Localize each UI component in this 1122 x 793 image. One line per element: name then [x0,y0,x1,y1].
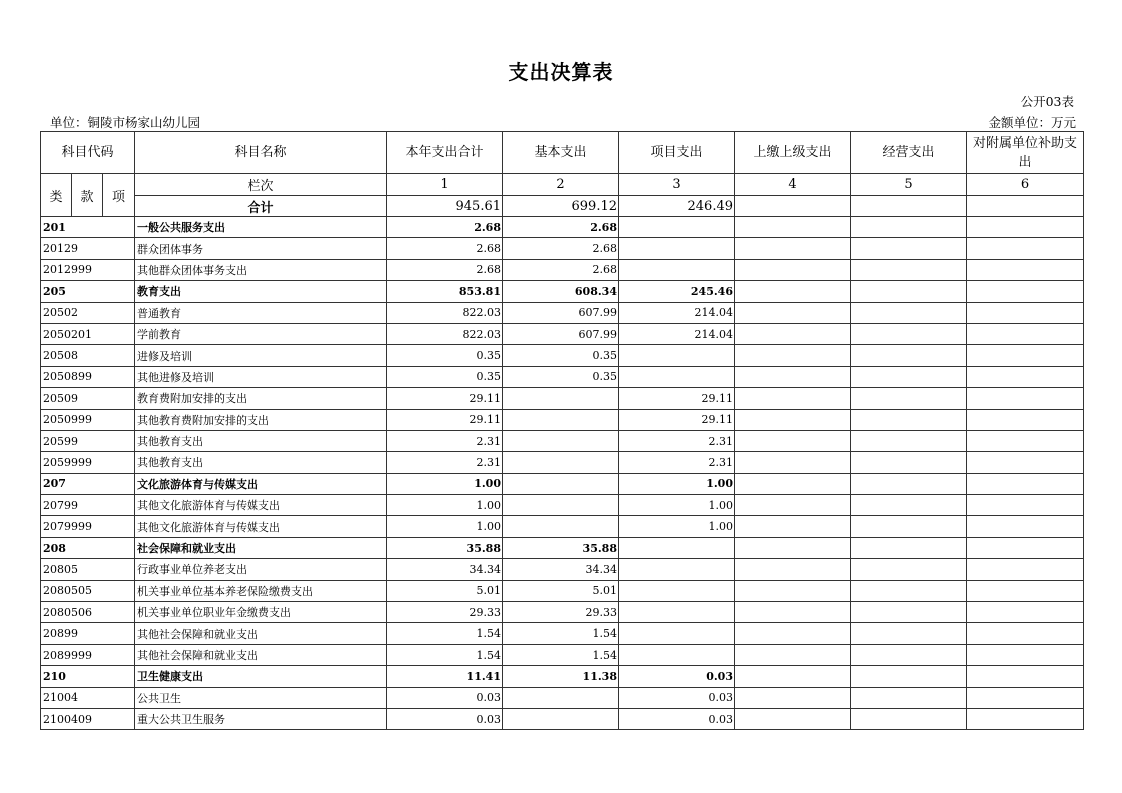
amount-cell-col-4 [735,623,851,644]
table-row [41,452,1084,473]
amount-cell-col-3: 0.03 [619,708,735,729]
amount-cell-col-5 [851,238,967,259]
amount-cell-col-5 [851,623,967,644]
amount-cell-col-1: 29.33 [387,602,503,623]
amount-cell-col-1: 1.00 [387,473,503,494]
amount-cell-col-4 [735,666,851,687]
amount-cell-col-1: 5.01 [387,580,503,601]
amount-cell-col-2: 2.68 [503,238,619,259]
subject-name: 其他教育支出 [135,430,387,451]
amount-cell-col-6 [967,580,1084,601]
amount-cell-col-4 [735,259,851,280]
table-row [41,708,1084,729]
col-num-1: 1 [387,174,503,196]
subject-name: 学前教育 [135,323,387,344]
amount-cell-col-5 [851,473,967,494]
table-row [41,302,1084,323]
amount-cell-col-5 [851,345,967,366]
amount-cell-col-4 [735,302,851,323]
amount-cell-col-1: 1.54 [387,644,503,665]
table-row [41,323,1084,344]
amount-cell-col-3: 214.04 [619,302,735,323]
subject-name: 其他社会保障和就业支出 [135,644,387,665]
amount-cell-col-5 [851,366,967,387]
column-number-row [41,174,1084,196]
amount-cell-col-2: 35.88 [503,537,619,558]
table-row [41,537,1084,558]
amount-cell-col-2: 5.01 [503,580,619,601]
amount-cell-col-2 [503,409,619,430]
amount-cell-col-2 [503,708,619,729]
subject-name: 重大公共卫生服务 [135,708,387,729]
amount-cell-col-6 [967,452,1084,473]
header-col-6: 对附属单位补助支出 [967,132,1084,174]
table-row [41,580,1084,601]
subject-code: 20899 [41,623,135,644]
table-row [41,345,1084,366]
amount-cell-col-5 [851,708,967,729]
amount-cell-col-5 [851,430,967,451]
amount-cell-col-2 [503,430,619,451]
subject-code: 2059999 [41,452,135,473]
subject-name: 其他群众团体事务支出 [135,259,387,280]
subject-code: 20805 [41,559,135,580]
amount-cell-col-5 [851,580,967,601]
amount-cell-col-1: 11.41 [387,666,503,687]
subject-code: 2080506 [41,602,135,623]
amount-cell-col-3: 1.00 [619,516,735,537]
amount-cell-col-3 [619,345,735,366]
amount-cell-col-5 [851,281,967,302]
table-row [41,602,1084,623]
amount-cell-col-4 [735,238,851,259]
amount-cell-col-1: 822.03 [387,323,503,344]
total-value: 699.12 [503,196,619,217]
subject-code: 201 [41,217,135,238]
amount-cell-col-2: 607.99 [503,323,619,344]
amount-cell-col-5 [851,666,967,687]
subject-code: 2089999 [41,644,135,665]
amount-cell-col-5 [851,495,967,516]
subject-name: 卫生健康支出 [135,666,387,687]
header-row [41,132,1084,174]
col-num-4: 4 [735,174,851,196]
subject-code: 20508 [41,345,135,366]
amount-cell-col-3 [619,644,735,665]
amount-cell-col-3: 29.11 [619,409,735,430]
subject-name: 其他文化旅游体育与传媒支出 [135,516,387,537]
amount-cell-col-3: 29.11 [619,388,735,409]
amount-cell-col-5 [851,516,967,537]
subject-name: 行政事业单位养老支出 [135,559,387,580]
subject-name: 其他教育支出 [135,452,387,473]
amount-cell-col-5 [851,217,967,238]
amount-cell-col-3 [619,259,735,280]
amount-cell-col-2: 0.35 [503,345,619,366]
total-value: 246.49 [619,196,735,217]
amount-cell-col-5 [851,687,967,708]
total-label: 合计 [135,196,387,217]
subject-code: 2050899 [41,366,135,387]
total-row [41,196,1084,217]
amount-cell-col-5 [851,559,967,580]
unit-label: 单位：铜陵市杨家山幼儿园 [50,115,201,130]
amount-cell-col-6 [967,516,1084,537]
amount-cell-col-2 [503,452,619,473]
amount-cell-col-2 [503,687,619,708]
col-num-5: 5 [851,174,967,196]
amount-cell-col-4 [735,366,851,387]
amount-cell-col-4 [735,516,851,537]
col-num-6: 6 [967,174,1084,196]
amount-cell-col-4 [735,430,851,451]
amount-cell-col-4 [735,323,851,344]
subject-code: 2100409 [41,708,135,729]
table-row [41,559,1084,580]
subject-code: 208 [41,537,135,558]
subject-code: 20129 [41,238,135,259]
table-row [41,430,1084,451]
header-col-4: 上缴上级支出 [735,132,851,174]
amount-cell-col-6 [967,559,1084,580]
amount-cell-col-4 [735,281,851,302]
amount-cell-col-2 [503,516,619,537]
subject-code: 2012999 [41,259,135,280]
amount-cell-col-6 [967,537,1084,558]
amount-cell-col-6 [967,430,1084,451]
amount-cell-col-1: 34.34 [387,559,503,580]
amount-cell-col-2: 1.54 [503,644,619,665]
table-row [41,259,1084,280]
amount-cell-col-3: 1.00 [619,473,735,494]
subject-code: 210 [41,666,135,687]
total-value [967,196,1084,217]
amount-cell-col-3: 245.46 [619,281,735,302]
amount-cell-col-4 [735,602,851,623]
amount-cell-col-3 [619,580,735,601]
subject-name: 进修及培训 [135,345,387,366]
amount-cell-col-1: 1.00 [387,516,503,537]
amount-cell-col-3 [619,559,735,580]
amount-cell-col-1: 0.35 [387,366,503,387]
amount-cell-col-2: 11.38 [503,666,619,687]
table-row [41,388,1084,409]
header-lei: 类 [41,174,72,217]
amount-unit-label: 金额单位：万元 [988,115,1076,130]
amount-cell-col-6 [967,302,1084,323]
expenditure-table [40,131,1084,730]
subject-code: 2050999 [41,409,135,430]
amount-cell-col-3: 2.31 [619,452,735,473]
amount-cell-col-4 [735,409,851,430]
amount-cell-col-3: 0.03 [619,687,735,708]
amount-cell-col-6 [967,644,1084,665]
amount-cell-col-6 [967,495,1084,516]
subject-name: 机关事业单位基本养老保险缴费支出 [135,580,387,601]
subject-name: 普通教育 [135,302,387,323]
header-col-2: 基本支出 [503,132,619,174]
amount-cell-col-4 [735,708,851,729]
amount-cell-col-2: 0.35 [503,366,619,387]
col-num-2: 2 [503,174,619,196]
amount-cell-col-3 [619,238,735,259]
table-row [41,409,1084,430]
subject-code: 2050201 [41,323,135,344]
amount-cell-col-4 [735,495,851,516]
amount-cell-col-1: 2.31 [387,430,503,451]
amount-cell-col-2: 2.68 [503,259,619,280]
subject-code: 20509 [41,388,135,409]
amount-cell-col-4 [735,580,851,601]
table-row [41,516,1084,537]
header-name: 科目名称 [135,132,387,174]
amount-cell-col-5 [851,388,967,409]
subject-name: 教育支出 [135,281,387,302]
amount-cell-col-4 [735,388,851,409]
subject-code: 20502 [41,302,135,323]
amount-cell-col-6 [967,473,1084,494]
amount-cell-col-3 [619,602,735,623]
table-row [41,366,1084,387]
amount-cell-col-6 [967,323,1084,344]
amount-cell-col-4 [735,559,851,580]
amount-cell-col-1: 35.88 [387,537,503,558]
amount-cell-col-2: 29.33 [503,602,619,623]
page-title: 支出决算表 [508,60,614,84]
table-row [41,495,1084,516]
amount-cell-col-6 [967,602,1084,623]
subject-code: 2080505 [41,580,135,601]
subject-name: 其他进修及培训 [135,366,387,387]
total-value [851,196,967,217]
amount-cell-col-1: 1.00 [387,495,503,516]
subject-code: 2079999 [41,516,135,537]
amount-cell-col-1: 822.03 [387,302,503,323]
amount-cell-col-1: 853.81 [387,281,503,302]
amount-cell-col-6 [967,259,1084,280]
subject-name: 一般公共服务支出 [135,217,387,238]
header-kuan: 款 [72,174,103,217]
amount-cell-col-5 [851,537,967,558]
total-value [735,196,851,217]
subject-code: 21004 [41,687,135,708]
amount-cell-col-1: 29.11 [387,388,503,409]
subject-name: 群众团体事务 [135,238,387,259]
amount-cell-col-4 [735,537,851,558]
subject-name: 其他文化旅游体育与传媒支出 [135,495,387,516]
amount-cell-col-5 [851,259,967,280]
header-xiang: 项 [103,174,135,217]
amount-cell-col-3: 2.31 [619,430,735,451]
table-row [41,473,1084,494]
col-num-3: 3 [619,174,735,196]
amount-cell-col-6 [967,409,1084,430]
amount-cell-col-1: 0.35 [387,345,503,366]
header-lanci: 栏次 [135,174,387,196]
amount-cell-col-6 [967,345,1084,366]
table-row [41,687,1084,708]
amount-cell-col-6 [967,238,1084,259]
amount-cell-col-2: 607.99 [503,302,619,323]
amount-cell-col-6 [967,666,1084,687]
amount-cell-col-2: 1.54 [503,623,619,644]
header-col-3: 项目支出 [619,132,735,174]
amount-cell-col-4 [735,473,851,494]
amount-cell-col-5 [851,302,967,323]
subject-name: 教育费附加安排的支出 [135,388,387,409]
amount-cell-col-3 [619,366,735,387]
amount-cell-col-6 [967,281,1084,302]
amount-cell-col-4 [735,452,851,473]
amount-cell-col-4 [735,687,851,708]
amount-cell-col-5 [851,452,967,473]
amount-cell-col-6 [967,687,1084,708]
amount-cell-col-5 [851,644,967,665]
table-row [41,238,1084,259]
amount-cell-col-1: 2.31 [387,452,503,473]
amount-cell-col-6 [967,217,1084,238]
subject-name: 文化旅游体育与传媒支出 [135,473,387,494]
subject-name: 其他教育费附加安排的支出 [135,409,387,430]
amount-cell-col-2 [503,388,619,409]
subject-name: 社会保障和就业支出 [135,537,387,558]
amount-cell-col-5 [851,409,967,430]
table-row [41,666,1084,687]
amount-cell-col-6 [967,623,1084,644]
subject-name: 公共卫生 [135,687,387,708]
amount-cell-col-4 [735,217,851,238]
amount-cell-col-2: 2.68 [503,217,619,238]
amount-cell-col-3 [619,623,735,644]
amount-cell-col-1: 1.54 [387,623,503,644]
amount-cell-col-3: 0.03 [619,666,735,687]
amount-cell-col-2: 608.34 [503,281,619,302]
amount-cell-col-3 [619,537,735,558]
amount-cell-col-2 [503,473,619,494]
amount-cell-col-5 [851,323,967,344]
amount-cell-col-3: 1.00 [619,495,735,516]
amount-cell-col-6 [967,388,1084,409]
amount-cell-col-1: 2.68 [387,259,503,280]
amount-cell-col-1: 2.68 [387,238,503,259]
amount-cell-col-4 [735,644,851,665]
amount-cell-col-2 [503,495,619,516]
header-col-1: 本年支出合计 [387,132,503,174]
subject-code: 207 [41,473,135,494]
table-row [41,217,1084,238]
subject-name: 机关事业单位职业年金缴费支出 [135,602,387,623]
amount-cell-col-3: 214.04 [619,323,735,344]
amount-cell-col-6 [967,366,1084,387]
subject-code: 20799 [41,495,135,516]
subject-code: 205 [41,281,135,302]
amount-cell-col-5 [851,602,967,623]
table-row [41,644,1084,665]
amount-cell-col-1: 29.11 [387,409,503,430]
total-value: 945.61 [387,196,503,217]
table-row [41,623,1084,644]
table-row [41,281,1084,302]
amount-cell-col-4 [735,345,851,366]
amount-cell-col-1: 2.68 [387,217,503,238]
amount-cell-col-2: 34.34 [503,559,619,580]
header-code: 科目代码 [41,132,135,174]
subject-code: 20599 [41,430,135,451]
amount-cell-col-1: 0.03 [387,708,503,729]
form-number: 公开03表 [1020,94,1074,109]
amount-cell-col-3 [619,217,735,238]
subject-name: 其他社会保障和就业支出 [135,623,387,644]
amount-cell-col-6 [967,708,1084,729]
amount-cell-col-1: 0.03 [387,687,503,708]
header-col-5: 经营支出 [851,132,967,174]
